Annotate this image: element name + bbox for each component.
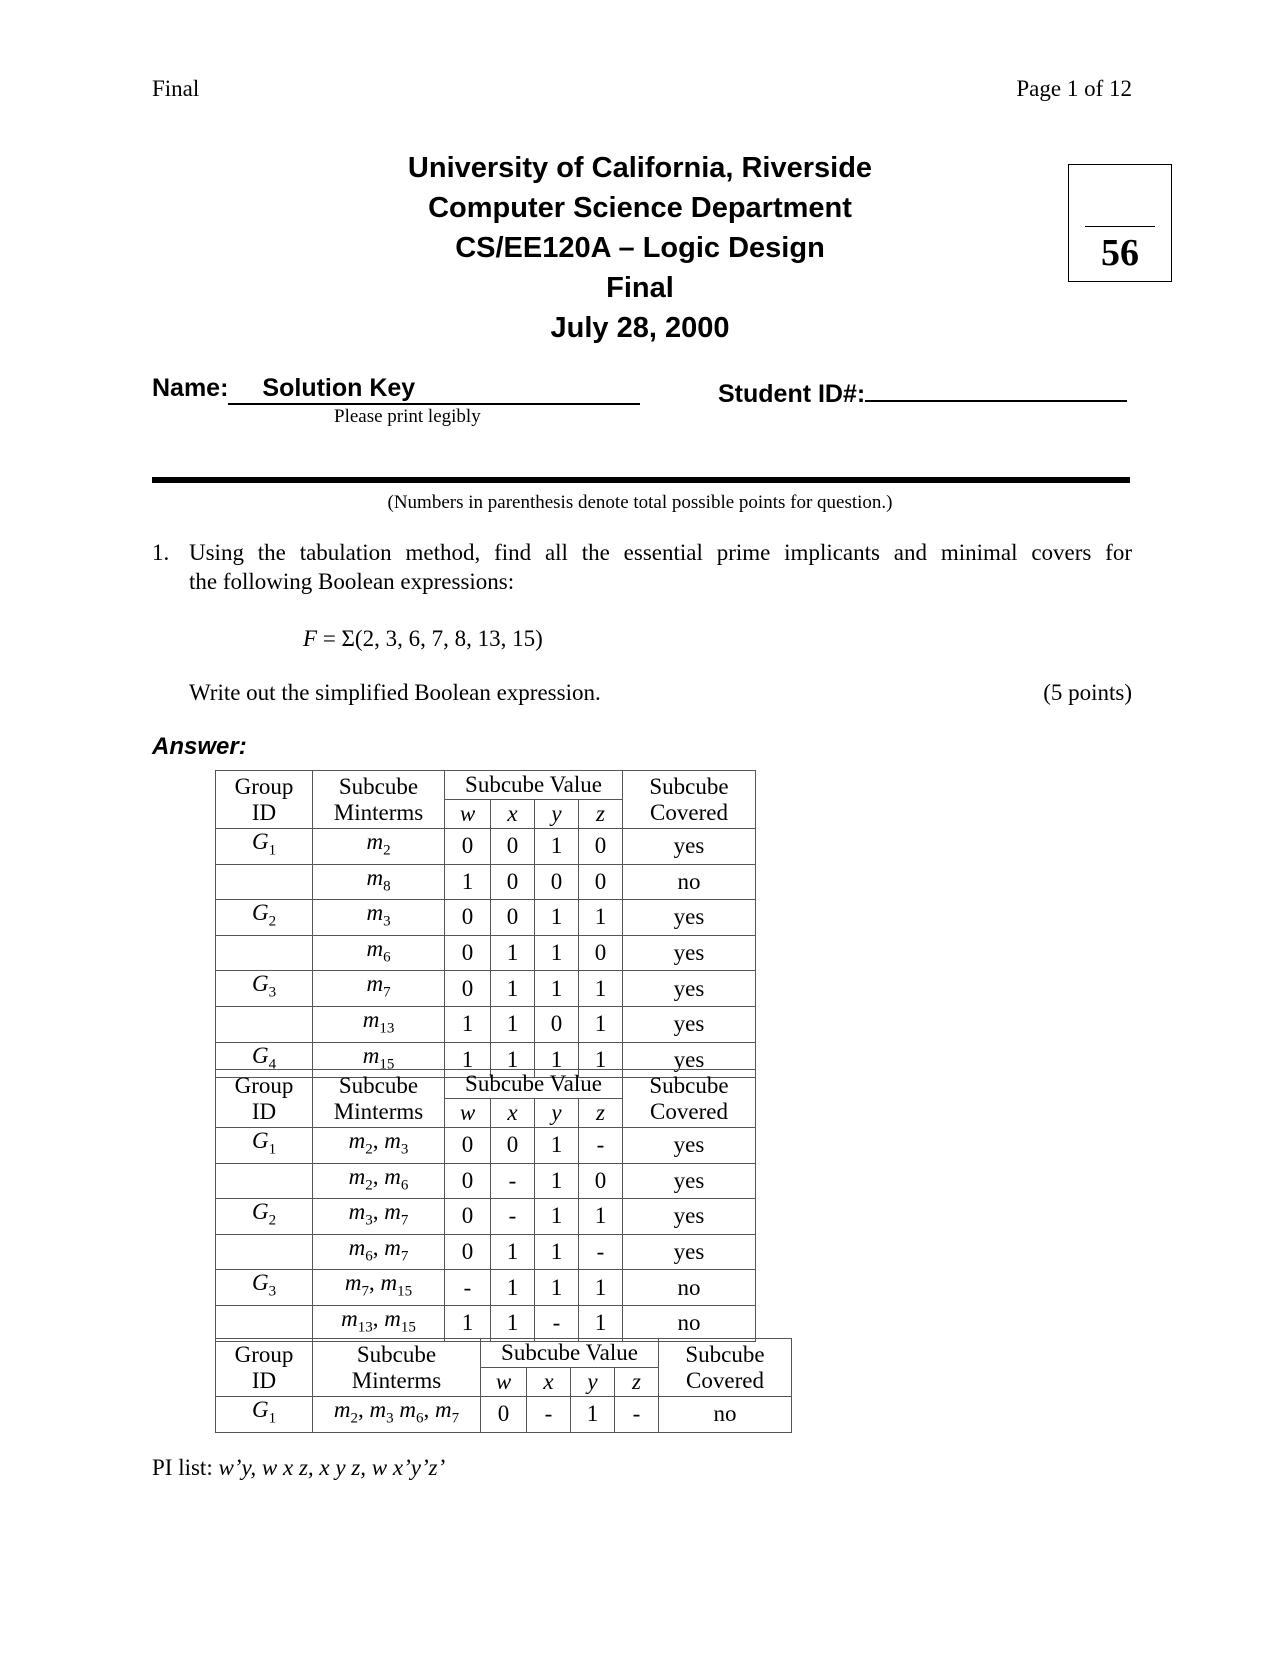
minterms-cell xyxy=(313,829,445,865)
covered-cell: no xyxy=(623,1305,756,1341)
minterms-cell xyxy=(313,1006,445,1042)
minterms-cell xyxy=(313,864,445,900)
header-subcube: Subcube xyxy=(356,1341,437,1367)
expr-rest: = Σ(2, 3, 6, 7, 8, 13, 15) xyxy=(317,626,543,651)
group-id-subscript: 1 xyxy=(268,842,277,859)
header-group-id xyxy=(216,1070,313,1128)
minterms-cell xyxy=(313,971,445,1007)
header-group-id xyxy=(216,1339,313,1397)
separator-rule xyxy=(152,477,1130,483)
minterm-var: m xyxy=(362,1042,380,1068)
header-covered-1: Subcube xyxy=(649,1072,729,1098)
minterm-var: m xyxy=(366,971,384,997)
value-cell-w: 0 xyxy=(445,1163,491,1199)
group-id-var: G xyxy=(251,1397,269,1422)
value-cell-w: 0 xyxy=(445,971,491,1007)
name-value: Solution Key xyxy=(228,374,640,405)
value-cell-x: 1 xyxy=(491,1042,535,1078)
name-label: Name: xyxy=(152,374,229,402)
minterm-subscript: 7 xyxy=(451,1410,460,1427)
covered-cell: yes xyxy=(623,1199,756,1235)
student-id-label: Student ID#: xyxy=(718,380,866,408)
covered-cell: yes xyxy=(623,1128,756,1164)
value-cell-y: 1 xyxy=(535,1234,579,1270)
minterm-var: m xyxy=(366,829,384,854)
question-number: 1. xyxy=(152,540,170,565)
header-subcube-minterms xyxy=(313,1339,481,1397)
minterm-subscript: 2 xyxy=(383,842,391,859)
value-cell-z: 1 xyxy=(579,1270,623,1306)
group-id-cell xyxy=(216,1234,313,1270)
header-subcube-minterms xyxy=(313,771,445,829)
value-cell-w: 0 xyxy=(445,1199,491,1235)
minterm-separator: , xyxy=(372,1199,385,1225)
value-cell-x: 1 xyxy=(491,1305,535,1341)
covered-cell: yes xyxy=(623,1042,756,1078)
minterm-subscript: 7 xyxy=(383,984,391,1001)
table-row xyxy=(216,1128,756,1164)
minterms-cell xyxy=(313,1128,445,1164)
value-cell-w: 0 xyxy=(445,935,491,971)
group-id-var: G xyxy=(251,1128,269,1153)
value-cell-z: - xyxy=(579,1234,623,1270)
group-id-var: G xyxy=(251,900,269,926)
table-row xyxy=(216,864,756,900)
minterm-var: m xyxy=(366,864,384,890)
header-var-w: w xyxy=(481,1368,527,1397)
table-row xyxy=(216,1305,756,1341)
value-cell-w: 0 xyxy=(445,1128,491,1164)
table-row xyxy=(216,1270,756,1306)
minterm-subscript: 7 xyxy=(361,1283,369,1300)
minterm-var: m xyxy=(348,1163,366,1189)
value-cell-y: 1 xyxy=(535,935,579,971)
header-var-z: z xyxy=(615,1368,659,1397)
header-row xyxy=(216,1070,756,1099)
group-id-cell xyxy=(216,935,313,971)
header-covered-2: Covered xyxy=(650,1098,728,1124)
name-hint: Please print legibly xyxy=(334,406,481,427)
minterm-subscript: 15 xyxy=(379,1056,395,1073)
value-cell-z: 0 xyxy=(579,1163,623,1199)
minterm-subscript: 7 xyxy=(400,1248,409,1265)
header-var-x: x xyxy=(491,800,535,829)
minterm-subscript: 13 xyxy=(379,1020,395,1037)
header-group: Group xyxy=(234,773,294,799)
header-group-id xyxy=(216,771,313,829)
value-cell-x: 0 xyxy=(491,864,535,900)
table-row xyxy=(216,1199,756,1235)
header-group: Group xyxy=(234,1341,294,1367)
minterm-separator: , xyxy=(372,1305,385,1331)
header-var-y: y xyxy=(571,1368,615,1397)
group-id-cell xyxy=(216,1199,313,1235)
value-cell-x: 0 xyxy=(491,829,535,865)
minterm-subscript: 3 xyxy=(365,1212,373,1229)
value-cell-w: 1 xyxy=(445,1042,491,1078)
value-cell-y: 1 xyxy=(535,829,579,865)
name-field xyxy=(152,374,640,405)
score-box xyxy=(1068,164,1172,282)
minterm-var: m xyxy=(384,1234,401,1260)
value-cell-z: - xyxy=(615,1397,659,1433)
header-minterms: Minterms xyxy=(333,1098,424,1124)
minterms-cell xyxy=(313,1163,445,1199)
value-cell-z: - xyxy=(579,1128,623,1164)
header-id: ID xyxy=(251,1098,277,1124)
table-row xyxy=(216,1163,756,1199)
minterms-cell xyxy=(313,1199,445,1235)
minterm-var: m xyxy=(384,1305,401,1331)
minterm-subscript: 6 xyxy=(400,1177,409,1194)
group-id-cell xyxy=(216,1163,313,1199)
header-var-x: x xyxy=(491,1099,535,1128)
minterm-separator: , xyxy=(372,1234,385,1260)
expr-var: F xyxy=(303,626,318,651)
table-row xyxy=(216,829,756,865)
minterm-var: m xyxy=(348,1128,366,1153)
minterm-subscript: 15 xyxy=(400,1319,416,1336)
header-row xyxy=(216,771,756,800)
pi-list-terms: w’y, w x z, x y z, w x’y’z’ xyxy=(218,1455,446,1480)
header-id: ID xyxy=(251,1367,277,1393)
value-cell-z: 1 xyxy=(579,900,623,936)
covered-cell: yes xyxy=(623,935,756,971)
covered-cell: yes xyxy=(623,900,756,936)
question-text-line1: Using the tabulation method, find all the essential prime implicants and minimal covers for xyxy=(189,540,1132,565)
minterms-cell xyxy=(313,900,445,936)
minterm-subscript: 6 xyxy=(383,949,391,966)
question-points: (5 points) xyxy=(1043,680,1132,705)
header-subcube: Subcube xyxy=(338,773,419,799)
minterm-subscript: 7 xyxy=(400,1212,409,1229)
minterm-subscript: 3 xyxy=(383,913,391,930)
title-university: University of California, Riverside xyxy=(407,152,873,184)
value-cell-z: 1 xyxy=(579,971,623,1007)
header-subcube-value: Subcube Value xyxy=(445,1070,623,1099)
minterm-separator: , xyxy=(358,1397,370,1422)
group-id-cell xyxy=(216,1305,313,1341)
value-cell-y: 1 xyxy=(535,1042,579,1078)
minterm-subscript: 3 xyxy=(400,1141,409,1158)
group-id-cell xyxy=(216,1006,313,1042)
tabulation-table-3 xyxy=(215,1338,792,1433)
value-cell-y: 1 xyxy=(535,1128,579,1164)
group-id-subscript: 2 xyxy=(268,913,277,930)
value-cell-z: 1 xyxy=(579,1199,623,1235)
header-minterms: Minterms xyxy=(351,1367,442,1393)
student-id-blank xyxy=(865,374,1127,402)
minterm-var: m xyxy=(348,1234,366,1260)
value-cell-y: 1 xyxy=(535,1163,579,1199)
header-var-w: w xyxy=(445,1099,491,1128)
value-cell-y: 1 xyxy=(535,900,579,936)
header-subcube-minterms xyxy=(313,1070,445,1128)
minterm-separator: , xyxy=(369,1270,381,1296)
title-department: Computer Science Department xyxy=(428,192,852,224)
value-cell-z: 0 xyxy=(579,829,623,865)
group-id-subscript: 3 xyxy=(268,1283,277,1300)
group-id-cell xyxy=(216,1397,313,1433)
value-cell-y: 0 xyxy=(535,864,579,900)
value-cell-x: 1 xyxy=(491,1270,535,1306)
group-id-var: G xyxy=(251,1042,269,1068)
value-cell-y: 1 xyxy=(535,971,579,1007)
minterm-var: m xyxy=(341,1305,358,1331)
group-id-var: G xyxy=(251,971,269,997)
table-row xyxy=(216,1397,792,1433)
header-subcube-covered xyxy=(659,1339,792,1397)
minterm-var: m xyxy=(362,1006,380,1032)
header-id: ID xyxy=(251,799,277,825)
table-row xyxy=(216,935,756,971)
value-cell-x: 1 xyxy=(491,971,535,1007)
minterm-separator: , xyxy=(423,1397,435,1422)
pi-list xyxy=(152,1455,445,1481)
value-cell-y: 1 xyxy=(571,1397,615,1433)
title-date: July 28, 2000 xyxy=(550,312,730,344)
minterm-var: m xyxy=(384,1128,401,1153)
header-covered-1: Subcube xyxy=(649,773,729,799)
group-id-subscript: 2 xyxy=(268,1212,277,1229)
value-cell-x: 1 xyxy=(491,1234,535,1270)
minterm-var: m xyxy=(348,1199,366,1225)
group-id-cell xyxy=(216,1270,313,1306)
covered-cell: yes xyxy=(623,971,756,1007)
covered-cell: yes xyxy=(623,1163,756,1199)
header-subcube-covered xyxy=(623,1070,756,1128)
header-subcube-value: Subcube Value xyxy=(445,771,623,800)
tabulation-table-2 xyxy=(215,1069,756,1342)
boolean-expression xyxy=(303,626,543,652)
header-var-w: w xyxy=(445,800,491,829)
value-cell-w: 1 xyxy=(445,864,491,900)
header-right: Page 1 of 12 xyxy=(1016,76,1132,101)
header-var-x: x xyxy=(527,1368,571,1397)
header-subcube-value: Subcube Value xyxy=(481,1339,659,1368)
header-minterms: Minterms xyxy=(333,799,424,825)
answer-label: Answer: xyxy=(152,733,247,760)
question-instruction: Write out the simplified Boolean expression. xyxy=(189,680,601,705)
value-cell-w: 0 xyxy=(445,1234,491,1270)
covered-cell: yes xyxy=(623,1234,756,1270)
value-cell-w: 1 xyxy=(445,1305,491,1341)
covered-cell: no xyxy=(659,1397,792,1433)
group-id-subscript: 3 xyxy=(268,984,277,1001)
group-id-cell xyxy=(216,971,313,1007)
points-note: (Numbers in parenthesis denote total possible points for question.) xyxy=(387,492,893,513)
minterm-var: m xyxy=(333,1397,351,1422)
header-row xyxy=(216,1339,792,1368)
header-subcube: Subcube xyxy=(338,1072,419,1098)
value-cell-y: 0 xyxy=(535,1006,579,1042)
pi-list-label: PI list: xyxy=(152,1455,219,1480)
minterms-cell xyxy=(313,1234,445,1270)
header-covered-2: Covered xyxy=(650,799,728,825)
minterm-var: m xyxy=(366,935,384,961)
value-cell-z: 1 xyxy=(579,1042,623,1078)
value-cell-x: - xyxy=(491,1163,535,1199)
header-var-z: z xyxy=(579,1099,623,1128)
minterm-var: m xyxy=(399,1397,416,1422)
minterm-subscript: 2 xyxy=(350,1410,358,1427)
group-id-subscript: 4 xyxy=(268,1056,277,1073)
minterm-var: m xyxy=(380,1270,398,1296)
minterm-var: m xyxy=(435,1397,452,1422)
value-cell-y: 1 xyxy=(535,1199,579,1235)
minterm-subscript: 2 xyxy=(365,1177,373,1194)
title-exam: Final xyxy=(606,272,674,304)
table-row xyxy=(216,1234,756,1270)
minterm-subscript: 2 xyxy=(365,1141,373,1158)
value-cell-z: 1 xyxy=(579,1305,623,1341)
group-id-cell xyxy=(216,829,313,865)
minterm-var: m xyxy=(384,1199,401,1225)
value-cell-z: 1 xyxy=(579,1006,623,1042)
header-group: Group xyxy=(234,1072,294,1098)
value-cell-w: 0 xyxy=(445,900,491,936)
minterm-var: m xyxy=(384,1163,401,1189)
minterm-subscript: 8 xyxy=(383,878,391,895)
title-course: CS/EE120A – Logic Design xyxy=(455,232,825,264)
minterms-cell xyxy=(313,935,445,971)
covered-cell: yes xyxy=(623,829,756,865)
minterm-var: m xyxy=(344,1270,362,1296)
value-cell-w: 0 xyxy=(481,1397,527,1433)
value-cell-x: 1 xyxy=(491,1006,535,1042)
value-cell-y: 1 xyxy=(535,1270,579,1306)
minterm-subscript: 3 xyxy=(386,1410,394,1427)
group-id-cell xyxy=(216,900,313,936)
minterm-subscript: 6 xyxy=(416,1410,424,1427)
value-cell-w: - xyxy=(445,1270,491,1306)
minterm-subscript: 6 xyxy=(365,1248,373,1265)
value-cell-x: - xyxy=(491,1199,535,1235)
header-var-z: z xyxy=(579,800,623,829)
student-id-field xyxy=(718,374,1127,409)
value-cell-x: - xyxy=(527,1397,571,1433)
minterm-subscript: 15 xyxy=(397,1283,413,1300)
minterms-cell xyxy=(313,1270,445,1306)
minterms-cell xyxy=(313,1305,445,1341)
value-cell-w: 1 xyxy=(445,1006,491,1042)
table-row xyxy=(216,971,756,1007)
group-id-var: G xyxy=(251,829,269,854)
value-cell-y: - xyxy=(535,1305,579,1341)
value-cell-x: 0 xyxy=(491,900,535,936)
minterm-separator: , xyxy=(372,1163,385,1189)
header-var-y: y xyxy=(535,1099,579,1128)
header-var-y: y xyxy=(535,800,579,829)
value-cell-w: 0 xyxy=(445,829,491,865)
minterm-var: m xyxy=(369,1397,387,1422)
group-id-cell xyxy=(216,864,313,900)
question-text-line2: the following Boolean expressions: xyxy=(189,569,515,594)
table-row xyxy=(216,900,756,936)
covered-cell: no xyxy=(623,864,756,900)
value-cell-x: 1 xyxy=(491,935,535,971)
minterm-var: m xyxy=(366,900,384,926)
header-covered-2: Covered xyxy=(686,1367,764,1393)
group-id-subscript: 1 xyxy=(268,1410,277,1427)
group-id-cell xyxy=(216,1128,313,1164)
value-cell-z: 0 xyxy=(579,864,623,900)
value-cell-x: 0 xyxy=(491,1128,535,1164)
group-id-subscript: 1 xyxy=(268,1141,277,1158)
group-id-var: G xyxy=(251,1270,269,1296)
header-covered-1: Subcube xyxy=(685,1341,765,1367)
group-id-var: G xyxy=(251,1199,269,1225)
tabulation-table-1 xyxy=(215,770,756,1078)
table-row xyxy=(216,1006,756,1042)
minterm-separator: , xyxy=(372,1128,385,1153)
minterm-subscript: 13 xyxy=(357,1319,373,1336)
score-blank-line xyxy=(1085,226,1155,227)
covered-cell: no xyxy=(623,1270,756,1306)
covered-cell: yes xyxy=(623,1006,756,1042)
header-left: Final xyxy=(152,76,200,101)
header-subcube-covered xyxy=(623,771,756,829)
score-total: 56 xyxy=(1101,232,1139,274)
value-cell-z: 0 xyxy=(579,935,623,971)
minterms-cell xyxy=(313,1397,481,1433)
